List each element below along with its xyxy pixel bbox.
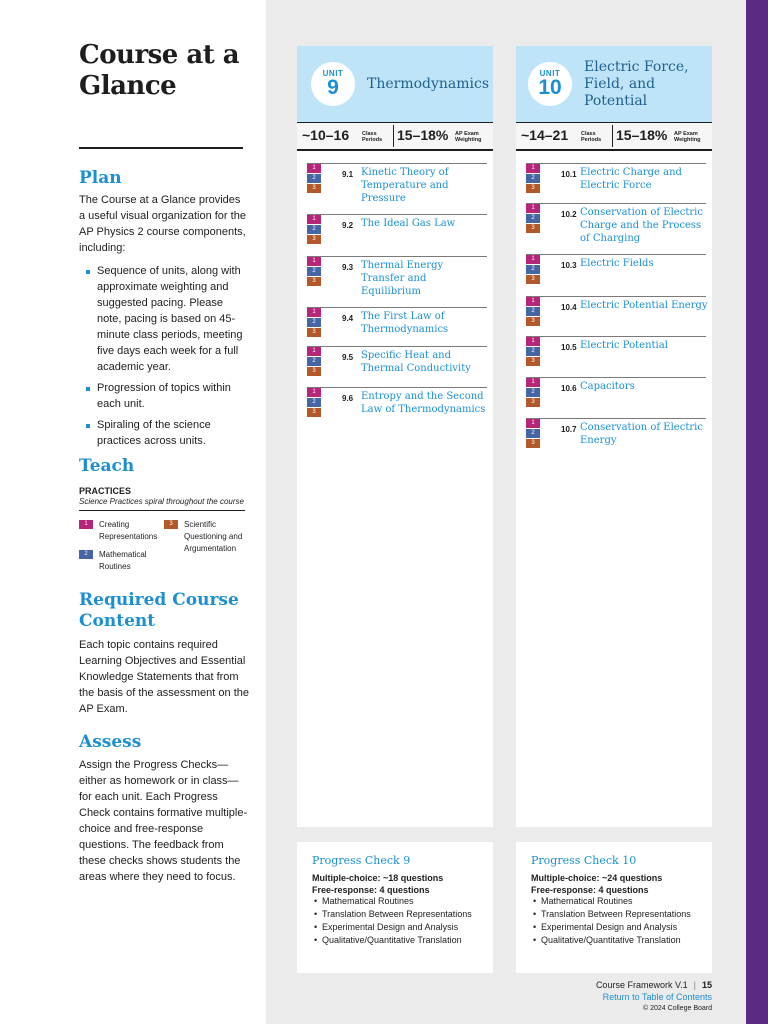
topic-number: 9.2 <box>342 221 354 230</box>
topic-name[interactable]: Electric Potential <box>580 340 668 351</box>
practices-divider <box>79 510 245 511</box>
practice-marker: 3 <box>526 275 540 284</box>
practice-marker: 1 <box>526 297 540 306</box>
unit-10-panel <box>516 46 712 827</box>
practice-marker: 3 <box>307 277 321 286</box>
practice-marker: 1 <box>526 419 540 428</box>
plan-heading: Plan <box>79 168 122 188</box>
multiple-choice-count: Multiple-choice: ~18 questions <box>312 873 444 883</box>
practice-marker: 1 <box>526 255 540 264</box>
topic-row[interactable] <box>526 254 706 282</box>
topic-row[interactable] <box>526 418 706 446</box>
practice-marker: 3 <box>307 408 321 417</box>
topic-name[interactable]: The First Law of Thermodynamics <box>361 311 449 335</box>
edge-accent-bar <box>746 0 768 1024</box>
topic-name[interactable]: The Ideal Gas Law <box>361 218 456 229</box>
practice-marker: 1 <box>526 164 540 173</box>
practice-marker: 2 <box>307 398 321 407</box>
progress-check-9-card <box>297 842 493 973</box>
practice-marker: 2 <box>307 174 321 183</box>
legend-label: Mathematical Routines <box>99 550 147 571</box>
topic-row[interactable] <box>307 256 487 297</box>
practices-label: PRACTICES <box>79 486 132 496</box>
practice-marker: 1 <box>307 388 321 397</box>
science-practice-markers <box>526 204 540 234</box>
topic-row[interactable] <box>526 296 708 324</box>
unit-header <box>516 46 712 122</box>
topic-row[interactable] <box>526 377 706 405</box>
topic-row[interactable] <box>526 203 706 244</box>
topic-name[interactable]: Electric Charge and Electric Force <box>580 167 682 191</box>
topic-row[interactable] <box>526 163 706 191</box>
practice-marker: 1 <box>307 257 321 266</box>
practice-marker: 3 <box>526 184 540 193</box>
return-to-toc-link[interactable]: Return to Table of Contents <box>602 992 712 1002</box>
list-item: • Mathematical Routines <box>533 896 633 906</box>
topic-name[interactable]: Electric Potential Energy <box>580 300 708 311</box>
practice-marker: 2 <box>307 318 321 327</box>
science-practice-markers <box>526 297 540 327</box>
page-title: Course at a Glance <box>79 40 240 101</box>
science-practice-markers <box>307 215 321 245</box>
topic-number: 10.4 <box>561 303 577 312</box>
list-item: Spiraling of the science practices across units. <box>79 417 249 449</box>
exam-weighting-label: AP Exam Weighting <box>674 131 701 143</box>
free-response-count: Free-response: 4 questions <box>531 885 649 895</box>
practice-marker: 2 <box>526 265 540 274</box>
list-item: • Experimental Design and Analysis <box>314 922 459 932</box>
science-practice-markers <box>526 337 540 367</box>
required-content-heading: Required Course Content <box>79 590 239 631</box>
practice-marker: 3 <box>526 439 540 448</box>
practice-marker: 1 <box>526 204 540 213</box>
title-divider <box>79 147 243 149</box>
list-item: • Translation Between Representations <box>314 909 472 919</box>
practice-marker: 3 <box>526 398 540 407</box>
class-periods-value: ~14–21 <box>521 127 569 143</box>
bullet-icon <box>86 387 90 391</box>
practice-marker: 3 <box>526 357 540 366</box>
topic-row[interactable] <box>307 214 487 242</box>
practice-marker: 2 <box>526 429 540 438</box>
unit-title: Electric Force, Field, and Potential <box>584 59 689 109</box>
exam-weighting-value: 15–18% <box>616 127 668 143</box>
left-column <box>79 40 249 102</box>
topic-name[interactable]: Kinetic Theory of Temperature and Pressure <box>361 167 449 204</box>
assess-text: Assign the Progress Checks—either as homework or in class—for each unit. Each Progress Check contains formative multiple-choice and free-response questions. The feedback from these checks shows students the areas where they need to focus. <box>79 759 248 883</box>
unit-stats <box>297 122 493 151</box>
science-practice-markers <box>526 419 540 449</box>
topic-row[interactable] <box>307 346 487 374</box>
topic-row[interactable] <box>526 336 706 364</box>
topic-name[interactable]: Entropy and the Second Law of Thermodynamics <box>361 391 486 415</box>
page-number: 15 <box>701 980 712 990</box>
topic-row[interactable] <box>307 163 487 204</box>
topic-name[interactable]: Conservation of Electric Energy <box>580 422 703 446</box>
unit-badge: UNIT 10 <box>528 62 572 106</box>
assess-heading: Assess <box>79 732 142 752</box>
page-footer: Course Framework V.1 | 15 Return to Table of Contents © 2024 College Board <box>596 979 712 1015</box>
list-item: • Qualitative/Quantitative Translation <box>314 935 462 945</box>
practice-swatch: 2 <box>79 550 93 559</box>
list-item: Progression of topics within each unit. <box>79 380 249 412</box>
practice-marker: 3 <box>307 235 321 244</box>
multiple-choice-count: Multiple-choice: ~24 questions <box>531 873 663 883</box>
topic-number: 9.4 <box>342 314 354 323</box>
framework-label: Course Framework V.1 <box>595 980 688 990</box>
practice-marker: 2 <box>307 267 321 276</box>
topic-number: 10.1 <box>561 170 577 179</box>
required-content-text: Each topic contains required Learning Objectives and Essential Knowledge Statements that from the basis of the assessment on the AP Exam. <box>79 639 249 715</box>
progress-check-skills <box>312 895 472 947</box>
topic-name[interactable]: Thermal Energy Transfer and Equilibrium <box>361 260 444 297</box>
teach-heading: Teach <box>79 456 135 476</box>
topic-number: 9.3 <box>342 263 354 272</box>
topic-row[interactable] <box>307 307 487 335</box>
list-item: Sequence of units, along with approximate weighting and suggested pacing. Please note, pacing is based on 45-minute class periods, meeting five days each week for a full academic year. <box>79 263 249 375</box>
topic-name[interactable]: Conservation of Electric Charge and the Process of Charging <box>580 207 703 244</box>
progress-check-10-card <box>516 842 712 973</box>
practice-marker: 3 <box>307 367 321 376</box>
topic-number: 9.1 <box>342 170 354 179</box>
bullet-icon <box>86 270 90 274</box>
topic-number: 10.2 <box>561 210 577 219</box>
free-response-count: Free-response: 4 questions <box>312 885 430 895</box>
practice-marker: 1 <box>526 378 540 387</box>
bullet-icon <box>86 424 90 428</box>
unit-title: Thermodynamics <box>367 76 490 92</box>
practice-marker: 3 <box>307 328 321 337</box>
topic-row[interactable] <box>307 387 487 415</box>
practice-marker: 1 <box>307 215 321 224</box>
class-periods-label: Class Periods <box>581 131 602 143</box>
science-practice-markers <box>307 308 321 338</box>
class-periods-value: ~10–16 <box>302 127 350 143</box>
practice-marker: 3 <box>307 184 321 193</box>
practice-swatch: 1 <box>79 520 93 529</box>
topic-number: 9.6 <box>342 394 354 403</box>
practice-marker: 2 <box>526 388 540 397</box>
science-practice-markers <box>526 378 540 408</box>
legend-label: Scientific Questioning and Argumentation <box>184 520 243 553</box>
science-practice-markers <box>307 388 321 418</box>
practice-marker: 2 <box>526 174 540 183</box>
practice-marker: 2 <box>526 347 540 356</box>
practice-marker: 1 <box>307 347 321 356</box>
stats-divider <box>612 125 613 147</box>
progress-check-title: Progress Check 10 <box>531 854 637 867</box>
plan-intro: The Course at a Glance provides a useful visual organization for the AP Physics 2 course components, including: <box>79 194 246 254</box>
unit-header <box>297 46 493 122</box>
practices-subtitle: Science Practices spiral throughout the course <box>79 497 244 506</box>
practice-marker: 1 <box>526 337 540 346</box>
science-practice-markers <box>307 257 321 287</box>
list-item: • Mathematical Routines <box>314 896 414 906</box>
practice-marker: 1 <box>307 164 321 173</box>
list-item: • Experimental Design and Analysis <box>533 922 678 932</box>
topic-name[interactable]: Specific Heat and Thermal Conductivity <box>361 350 471 374</box>
list-item: • Translation Between Representations <box>533 909 691 919</box>
practice-marker: 3 <box>526 224 540 233</box>
practice-marker: 2 <box>526 214 540 223</box>
class-periods-label: Class Periods <box>362 131 383 143</box>
topic-name[interactable]: Electric Fields <box>580 258 654 269</box>
topic-number: 9.5 <box>342 353 354 362</box>
practice-marker: 2 <box>307 225 321 234</box>
topic-number: 10.3 <box>561 261 577 270</box>
exam-weighting-label: AP Exam Weighting <box>455 131 482 143</box>
practice-marker: 2 <box>526 307 540 316</box>
plan-bullet-list <box>79 263 249 454</box>
science-practice-markers <box>307 347 321 377</box>
science-practice-markers <box>526 255 540 285</box>
science-practice-markers <box>307 164 321 194</box>
topic-number: 10.6 <box>561 384 577 393</box>
copyright: © 2024 College Board <box>643 1005 712 1012</box>
practice-marker: 1 <box>307 308 321 317</box>
legend-label: Creating Representations <box>99 520 158 541</box>
science-practice-markers <box>526 164 540 194</box>
exam-weighting-value: 15–18% <box>397 127 449 143</box>
unit-stats <box>516 122 712 151</box>
list-item: • Qualitative/Quantitative Translation <box>533 935 681 945</box>
unit-badge: UNIT 9 <box>311 62 355 106</box>
stats-divider <box>393 125 394 147</box>
practice-marker: 2 <box>307 357 321 366</box>
unit-9-panel <box>297 46 493 827</box>
topic-number: 10.5 <box>561 343 577 352</box>
progress-check-skills <box>531 895 691 947</box>
topic-number: 10.7 <box>561 425 577 434</box>
progress-check-title: Progress Check 9 <box>312 854 411 867</box>
practice-marker: 3 <box>526 317 540 326</box>
topic-name[interactable]: Capacitors <box>580 381 635 392</box>
practice-swatch: 3 <box>164 520 178 529</box>
